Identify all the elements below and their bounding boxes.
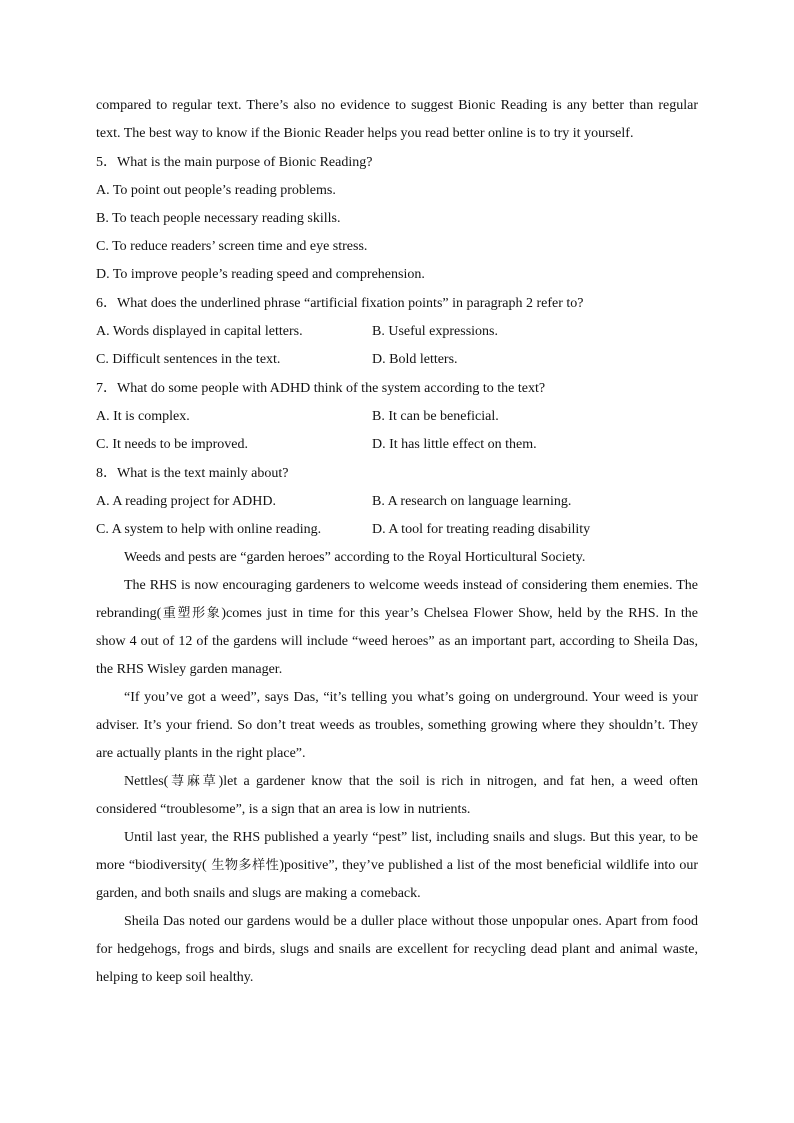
question-5-option-c: C. To reduce readers’ screen time and eye stress. bbox=[96, 239, 368, 254]
question-8-option-a: A. A reading project for ADHD. bbox=[96, 494, 277, 509]
passage-d-p3-gloss: 荨麻草 bbox=[168, 774, 219, 789]
passage-d-p3-text-b: )let a gardener know that the soil is rich in nitrogen, and fat hen, a weed often considered “troublesome”, is a sign that an area is low in nutrients. bbox=[96, 774, 698, 817]
passage-d-paragraph-5: Sheila Das noted our gardens would be a duller place without those unpopular ones. Apart from food for hedgehogs, frogs and birds, slugs and snails are excellent for recycling dead plant and animal waste, helping to keep soil healthy. bbox=[96, 914, 698, 985]
question-5-option-d: D. To improve people’s reading speed and comprehension. bbox=[96, 267, 425, 282]
passage-d-p4-gloss: 生物多样性 bbox=[206, 858, 280, 873]
passage-d-paragraph-3 bbox=[96, 768, 698, 824]
question-6-stem: 6．What does the underlined phrase “artificial fixation points” in paragraph 2 refer to? bbox=[96, 296, 584, 311]
passage-d-p3-text-a: Nettles( bbox=[124, 774, 169, 789]
question-6-options-row-2 bbox=[96, 346, 698, 374]
document-page bbox=[96, 92, 698, 992]
question-7-options-row-1 bbox=[96, 403, 698, 431]
question-5-stem: 5．What is the main purpose of Bionic Reading? bbox=[96, 155, 373, 170]
passage-c-ending: compared to regular text. There’s also no evidence to suggest Bionic Reading is any better than regular text. The best way to know if the Bionic Reader helps you read better online is to try it yourself. bbox=[96, 98, 698, 141]
question-7-stem: 7．What do some people with ADHD think of the system according to the text? bbox=[96, 381, 546, 396]
passage-d-p1-text-b: )comes just in time for this year’s Chelsea Flower Show, held by the RHS. In the show 4 out of 12 of the gardens will include “weed heroes” as an important part, according to Sheila Das, the RHS Wisley garden manager. bbox=[96, 606, 698, 677]
question-8-stem: 8．What is the text mainly about? bbox=[96, 466, 289, 481]
question-8-option-b: B. A research on language learning. bbox=[372, 494, 572, 509]
question-7-option-d: D. It has little effect on them. bbox=[372, 437, 537, 452]
passage-d-paragraph-1 bbox=[96, 572, 698, 684]
question-7-option-b: B. It can be beneficial. bbox=[372, 409, 499, 424]
question-5-option-b: B. To teach people necessary reading skills. bbox=[96, 211, 341, 226]
passage-d-p1-text-a: The RHS is now encouraging gardeners to welcome weeds instead of considering them enemies. The rebranding( bbox=[96, 578, 698, 621]
question-8-option-d: D. A tool for treating reading disability bbox=[372, 522, 591, 537]
question-6-option-b: B. Useful expressions. bbox=[372, 324, 498, 339]
question-7-option-c: C. It needs to be improved. bbox=[96, 437, 249, 452]
question-6-options-row-1 bbox=[96, 318, 698, 346]
question-6-option-a: A. Words displayed in capital letters. bbox=[96, 324, 303, 339]
question-6-option-c: C. Difficult sentences in the text. bbox=[96, 352, 281, 367]
passage-d-paragraph-2: “If you’ve got a weed”, says Das, “it’s telling you what’s going on underground. Your weed is your adviser. It’s your friend. So don’t treat weeds as troubles, something growing where they shouldn’t. They are actually plants in the right place”. bbox=[96, 690, 698, 761]
passage-d-title: Weeds and pests are “garden heroes” according to the Royal Horticultural Society. bbox=[124, 550, 586, 565]
passage-d-p4-text-a: Until last year, the RHS published a yearly “pest” list, including snails and slugs. But this year, to be more “biodiversity( bbox=[96, 830, 698, 873]
question-8-options-row-1 bbox=[96, 488, 698, 516]
passage-d-paragraph-4 bbox=[96, 824, 698, 908]
passage-d-p1-gloss: 重塑形象 bbox=[161, 606, 222, 621]
question-8-options-row-2 bbox=[96, 516, 698, 544]
question-8-option-c: C. A system to help with online reading. bbox=[96, 522, 322, 537]
question-7-option-a: A. It is complex. bbox=[96, 409, 190, 424]
question-6-option-d: D. Bold letters. bbox=[372, 352, 458, 367]
passage-d-p4-text-b: )positive”, they’ve published a list of the most beneficial wildlife into our garden, and both snails and slugs are making a comeback. bbox=[96, 858, 698, 901]
question-7-options-row-2 bbox=[96, 431, 698, 459]
question-5-option-a: A. To point out people’s reading problems. bbox=[96, 183, 336, 198]
